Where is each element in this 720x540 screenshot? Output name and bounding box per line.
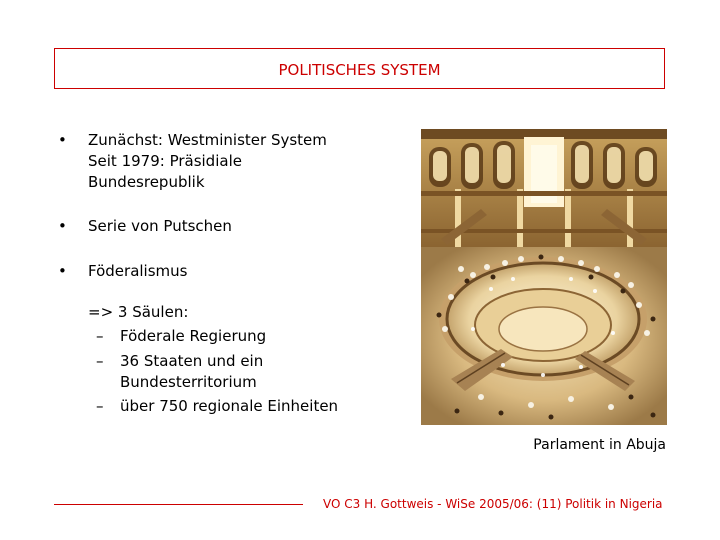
parliament-photo-illustration bbox=[421, 129, 667, 425]
pillar-line: über 750 regionale Einheiten bbox=[120, 397, 339, 415]
parliament-photo bbox=[421, 129, 667, 425]
pillar-item bbox=[120, 351, 263, 393]
bullet-line: Seit 1979: Präsidiale bbox=[88, 152, 242, 170]
footer-text: VO C3 H. Gottweis - WiSe 2005/06: (11) Politik in Nigeria bbox=[323, 497, 663, 511]
footer-divider bbox=[54, 504, 303, 505]
slide-title: POLITISCHES SYSTEM bbox=[278, 61, 441, 79]
pillar-item bbox=[120, 326, 266, 347]
pillar-item bbox=[120, 396, 338, 417]
pillar-line: Föderale Regierung bbox=[120, 327, 267, 345]
dash-marker: – bbox=[96, 352, 104, 370]
pillar-line: Bundesterritorium bbox=[120, 373, 257, 391]
bullet-line: Zunächst: Westminister System bbox=[88, 131, 327, 149]
title-box bbox=[54, 48, 665, 89]
pillars-intro: => 3 Säulen: bbox=[88, 303, 189, 321]
bullet-line: Föderalismus bbox=[88, 262, 188, 280]
dash-marker: – bbox=[96, 327, 104, 345]
dash-marker: – bbox=[96, 397, 104, 415]
bullet-marker: • bbox=[58, 217, 67, 235]
bullet-text-putsche bbox=[88, 216, 232, 237]
bullet-text-system bbox=[88, 130, 327, 193]
bullet-marker: • bbox=[58, 262, 67, 280]
pillar-line: 36 Staaten und ein bbox=[120, 352, 264, 370]
bullet-marker: • bbox=[58, 131, 67, 149]
bullet-line: Serie von Putschen bbox=[88, 217, 232, 235]
photo-caption: Parlament in Abuja bbox=[533, 437, 666, 453]
bullet-text-foederalismus bbox=[88, 261, 187, 282]
bullet-line: Bundesrepublik bbox=[88, 173, 205, 191]
